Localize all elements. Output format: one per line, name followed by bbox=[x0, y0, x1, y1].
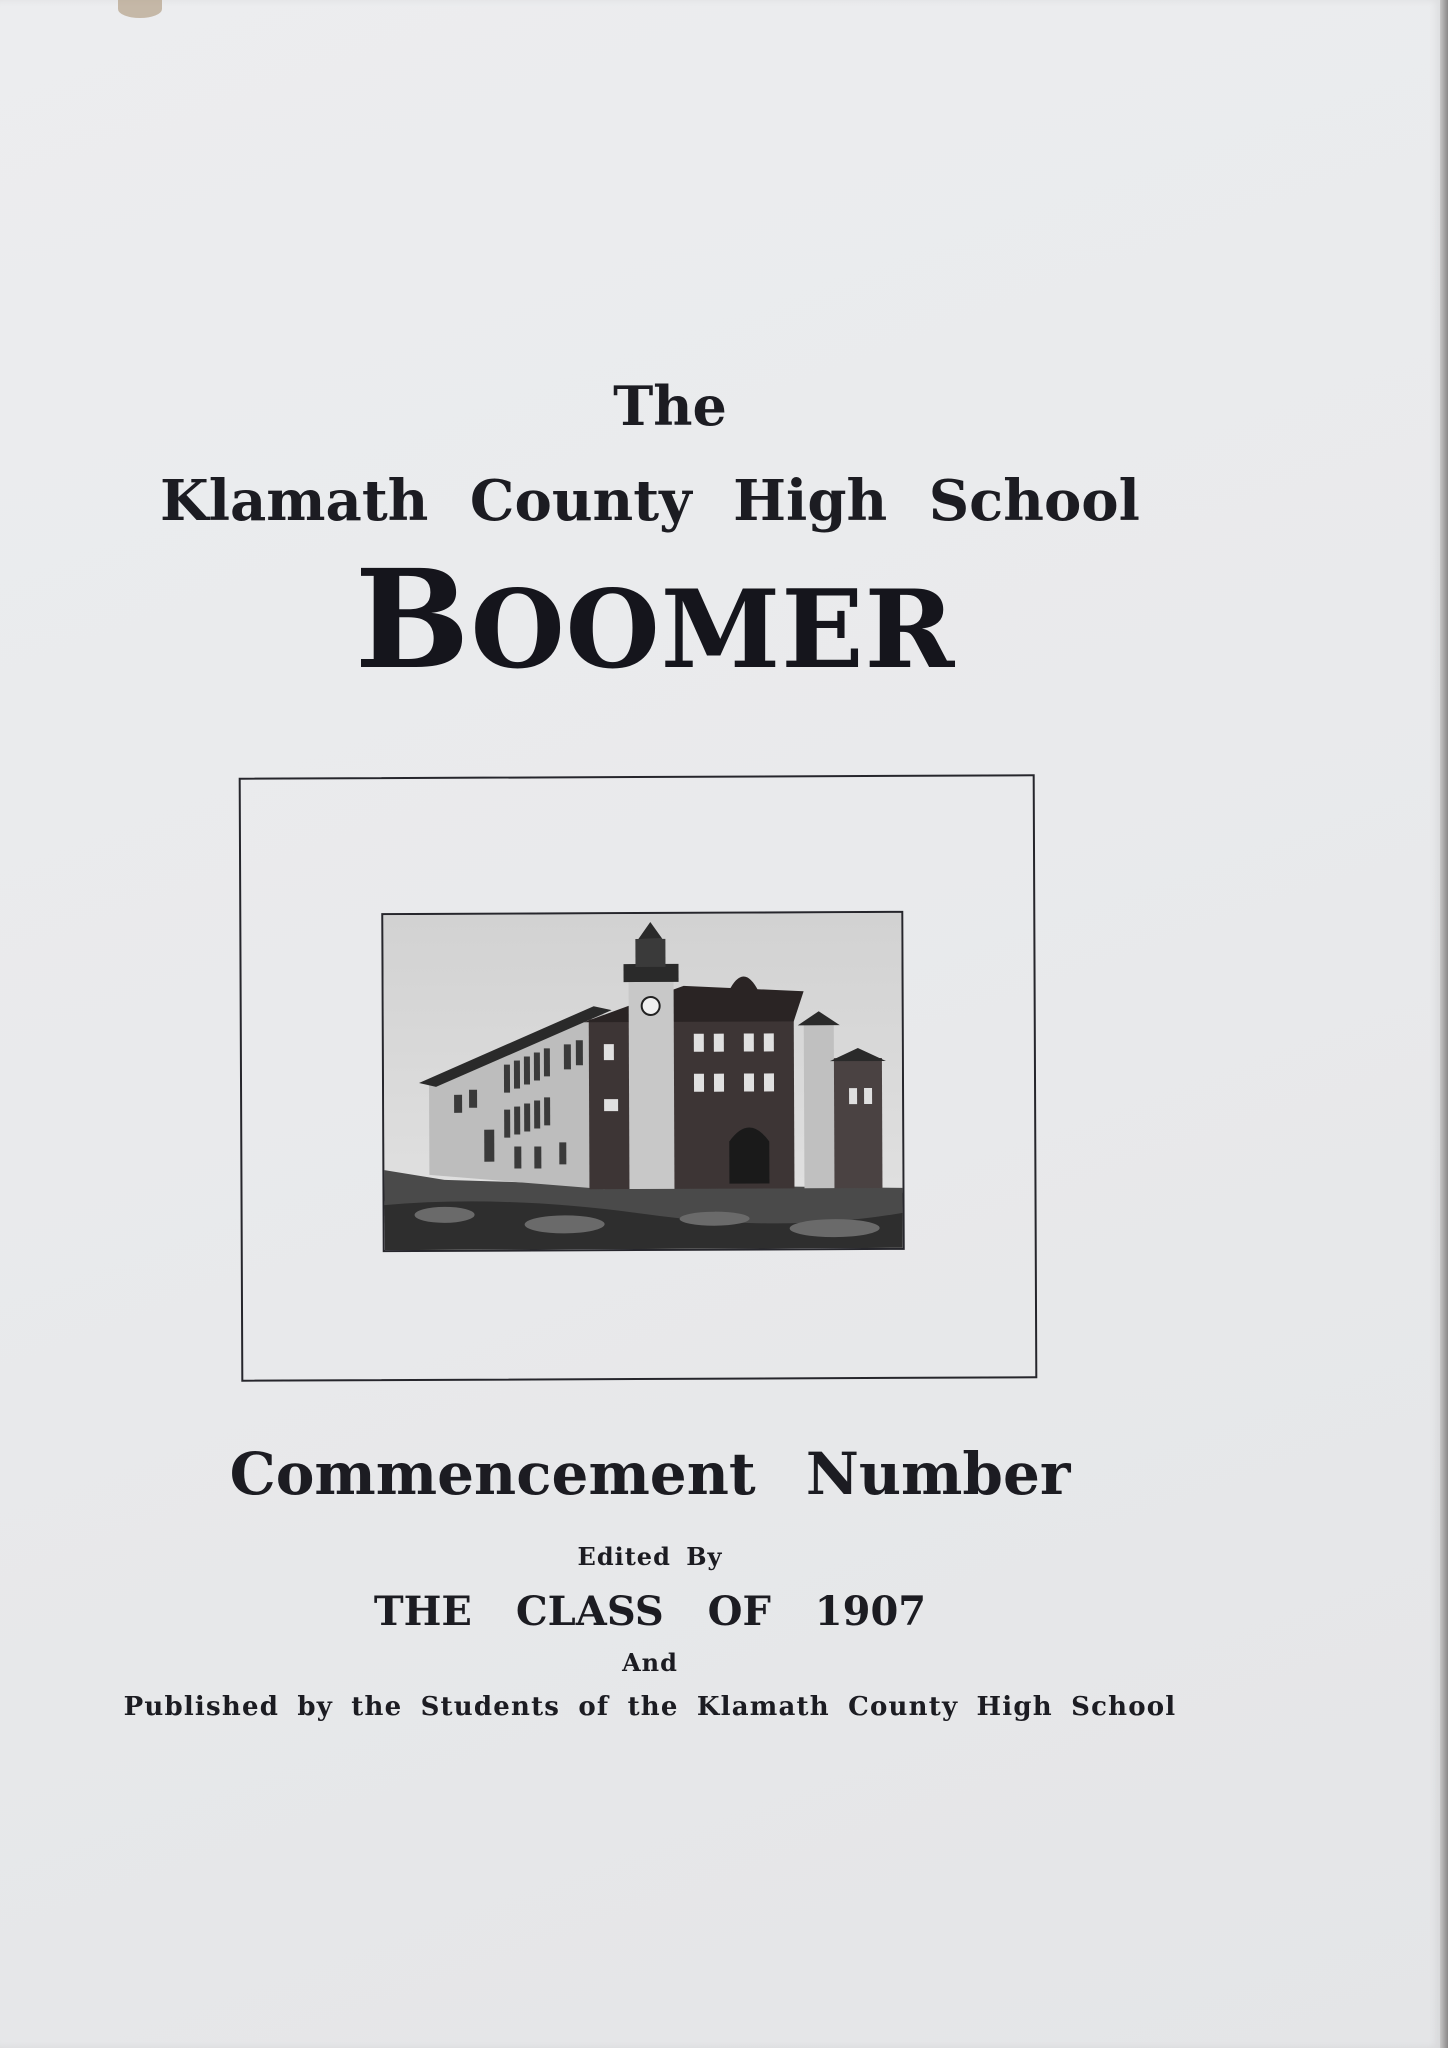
paper-stain bbox=[118, 0, 162, 18]
title-the: The bbox=[613, 374, 727, 438]
edited-by: Edited By bbox=[577, 1542, 723, 1571]
school-name: Klamath County High School bbox=[160, 468, 1140, 534]
title-rest: OOMER bbox=[470, 567, 956, 693]
commencement-number: Commencement Number bbox=[229, 1440, 1071, 1508]
title-initial: B bbox=[354, 540, 471, 700]
and-label: And bbox=[622, 1648, 678, 1677]
school-building-photo bbox=[381, 911, 904, 1252]
publication-title bbox=[5, 540, 1305, 700]
page-edge bbox=[1440, 0, 1448, 2048]
class-of: THE CLASS OF 1907 bbox=[373, 1588, 927, 1635]
published-by: Published by the Students of the Klamath County High School bbox=[123, 1692, 1177, 1722]
